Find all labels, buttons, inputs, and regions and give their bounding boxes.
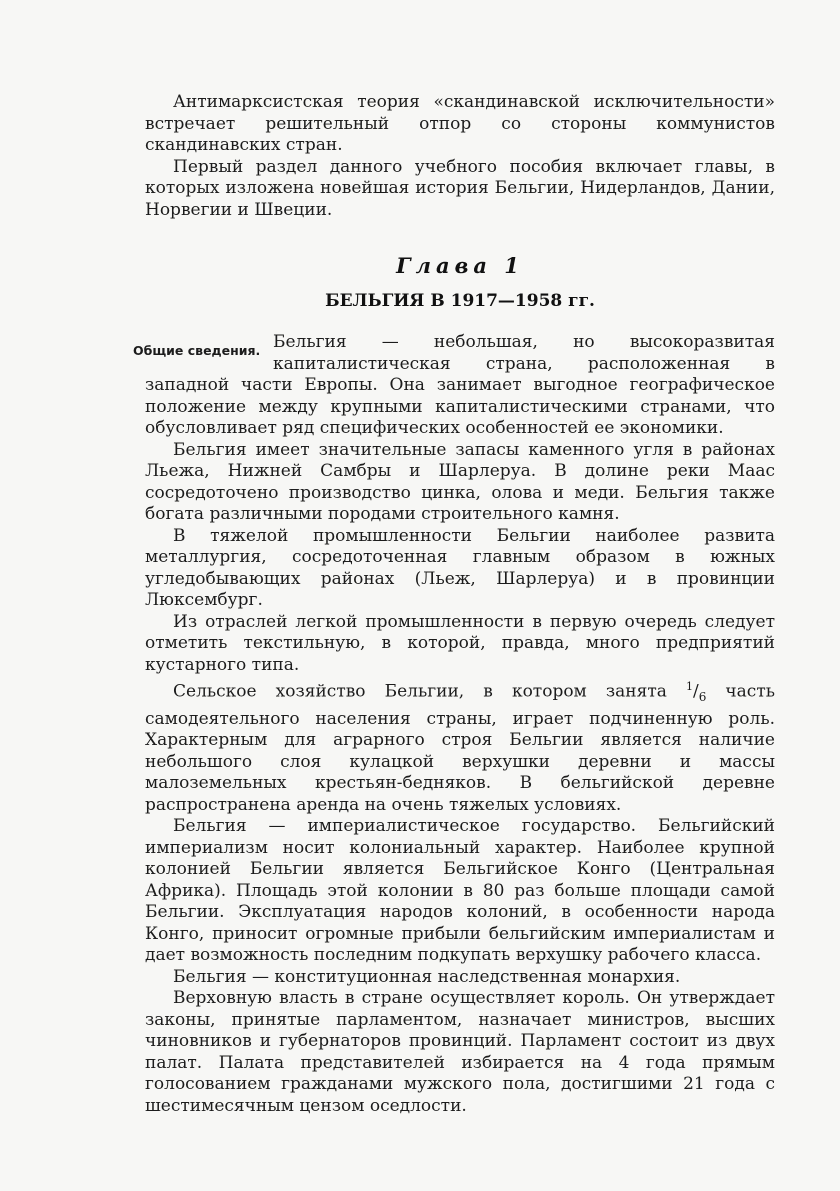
body-paragraph: Из отраслей легкой промышленности в первую очередь следует отметить текстильную, в которой, правда, много предприятий кустарного типа. (145, 611, 775, 675)
fraction-slash: / (692, 681, 699, 702)
chapter-body (133, 332, 775, 1117)
body-paragraph-agriculture (145, 676, 775, 816)
body-paragraph: Бельгия — конституционная наследственная монархия. (173, 966, 681, 987)
body-paragraph: Бельгия — империалистическое государство. Бельгийский империализм носит колониальный характер. Наиболее крупной колонией Бельгии является Бельгийское Конго (Центральная Африка). Площадь этой колонии в 80 раз больше площади самой Бельгии. Эксплуатация народов колоний, в особенности народа Конго, приносит огромные прибыли бельгийским империалистам и дает возможность последним подкупать верхушку рабочего класса. (145, 816, 775, 966)
body-paragraph: Верховную власть в стране осуществляет король. Он утверждает законы, принятые парламентом, назначает министров, высших чиновников и губернаторов провинций. Парламент состоит из двух палат. Палата представителей избирается на 4 года прямым голосованием гражданами мужского пола, достигшими 21 года с шестимесячным цензом оседлости. (145, 988, 775, 1116)
fraction-numerator: 1 (685, 680, 693, 693)
intro-paragraph: Антимарксистская теория «скандинавской исключительности» встречает решительный отпор со стороны коммунистов скандинавских стран. (145, 92, 775, 155)
body-paragraph: В тяжелой промышленности Бельгии наиболее развита металлургия, сосредоточенная главным образом в южных угледобывающих районах (Льеж, Шарлеруа) и в провинции Люксембург. (145, 525, 775, 610)
body-paragraph: Бельгия — небольшая, но высокоразвитая капиталистическая страна, расположенная в западной части Европы. Она занимает выгодное географическое положение между крупными капиталистическими странами, что обусловливает ряд специфических особенностей ее экономики. (145, 332, 775, 438)
chapter-title: БЕЛЬГИЯ В 1917—1958 гг. (325, 291, 595, 311)
chapter-label: Глава 1 (396, 253, 524, 278)
agri-text-after: часть самодеятельного населения страны, играет подчиненную роль. Характерным для аграрного строя Бельгии является наличие небольшого слоя кулацкой верхушки деревни и массы малоземельных крестьян-бедняков. В бельгийской деревне распространена аренда на очень тяжелых условиях. (145, 681, 775, 815)
fraction-denominator: 6 (698, 690, 707, 705)
body-paragraph: Бельгия имеет значительные запасы каменного угля в районах Льежа, Нижней Самбры и Шарлеруа. В долине реки Маас сосредоточено производство цинка, олова и меди. Бельгия также богата различными породами строительного камня. (145, 439, 775, 524)
sidenote: Общие сведения. (133, 343, 261, 358)
intro-paragraph: Первый раздел данного учебного пособия включает главы, в которых изложена новейшая история Бельгии, Нидерландов, Дании, Норвегии и Швеции. (145, 156, 775, 220)
agri-text-before: Сельское хозяйство Бельгии, в котором занята (173, 681, 686, 702)
intro-section (145, 92, 775, 221)
